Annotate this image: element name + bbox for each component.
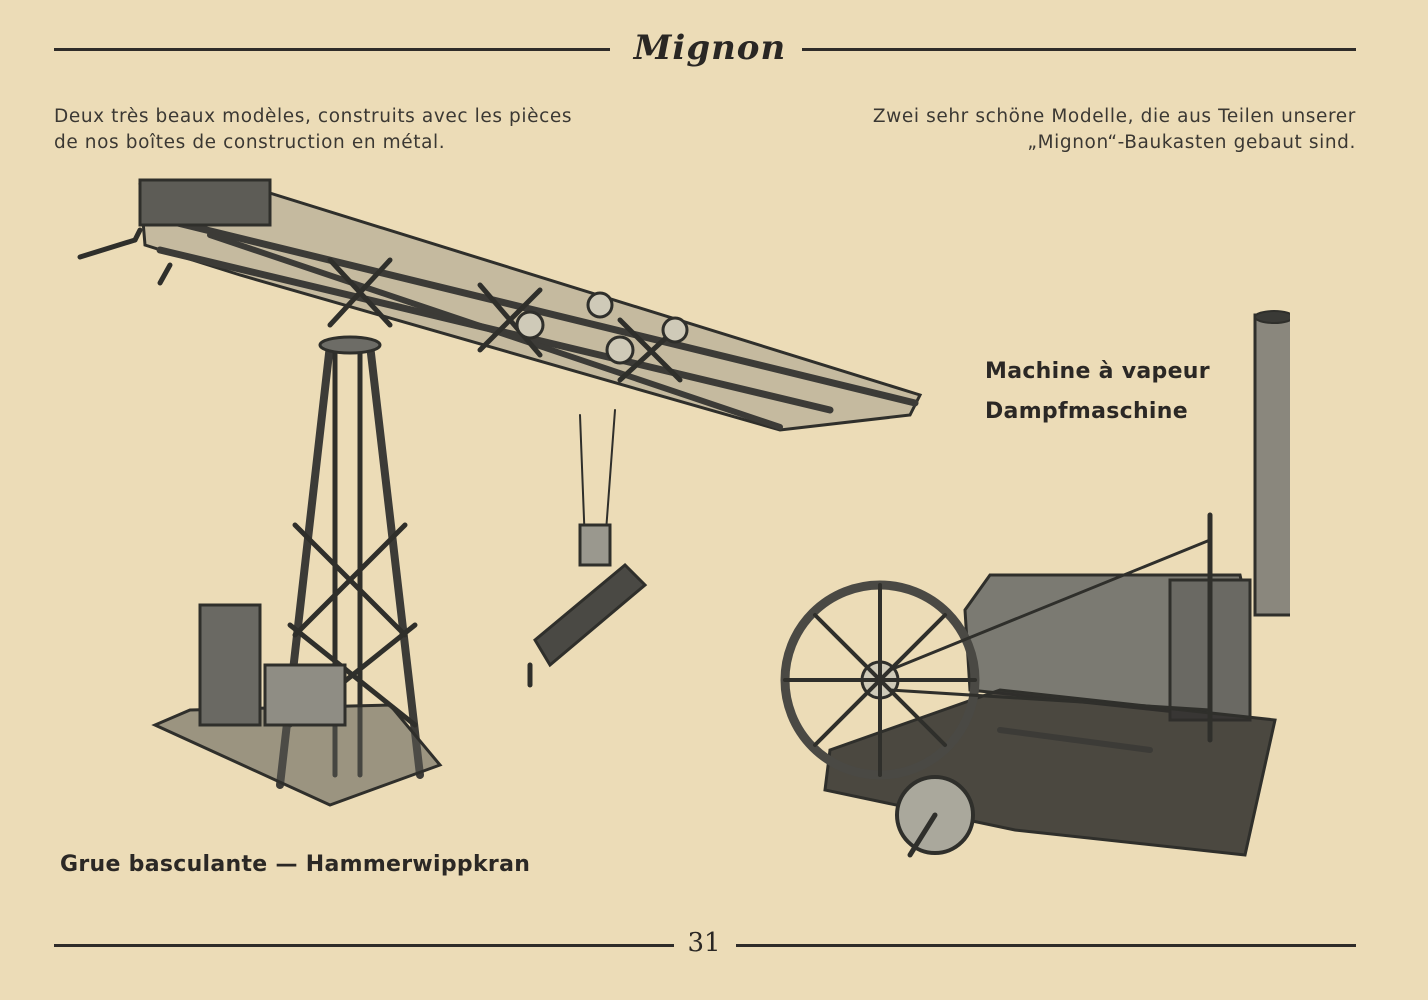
intro-french xyxy=(54,104,614,156)
intro-german-line1: Zwei sehr schöne Modelle, die aus Teilen unserer xyxy=(872,106,1356,127)
steam-engine-caption-fr: Machine à vapeur xyxy=(985,359,1210,384)
crank-wheel xyxy=(897,777,973,855)
page-number: 31 xyxy=(687,928,721,958)
intro-german xyxy=(790,104,1356,156)
intro-french-line1: Deux très beaux modèles, construits avec les pièces xyxy=(54,106,573,127)
flywheel xyxy=(785,585,975,775)
crane-hook-load xyxy=(530,410,645,685)
footer-rule-left xyxy=(54,944,674,947)
header-rule-right xyxy=(802,48,1356,51)
chimney xyxy=(1255,311,1290,615)
intro-german-line2: „Mignon“-Baukasten gebaut sind. xyxy=(1027,132,1356,153)
footer-rule-right xyxy=(736,944,1356,947)
steam-engine-caption-de: Dampfmaschine xyxy=(985,399,1188,424)
crane-caption: Grue basculante — Hammerwippkran xyxy=(60,852,531,877)
steam-engine-caption xyxy=(985,352,1210,432)
brand-title: Mignon xyxy=(633,28,787,68)
intro-french-line2: de nos boîtes de construction en métal. xyxy=(54,132,446,153)
header-rule-left xyxy=(54,48,610,51)
